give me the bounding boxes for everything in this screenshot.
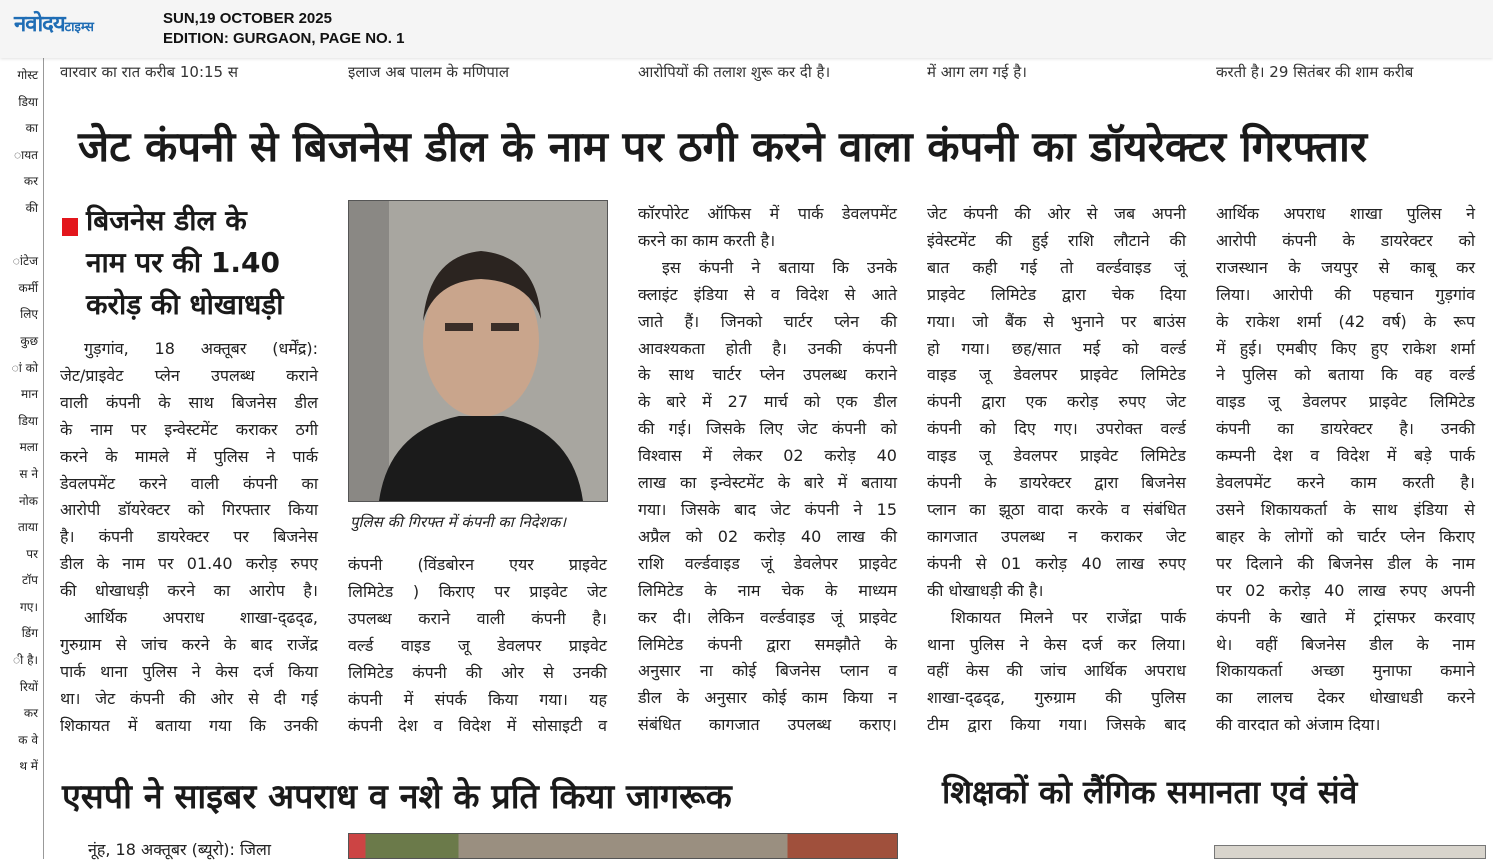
text-line: शिकायत मिलने पर राजेंद्रा पार्क	[951, 607, 1186, 627]
text-line: गुरुग्राम से जांच करने के बाद राजेंद्र	[60, 634, 318, 654]
text-line: वाइड जू डेवलपर प्राइवेट लिमिटेड	[927, 446, 1186, 466]
text-line: लिमिटेड ) किराए पर प्राइवेट जेट	[348, 581, 607, 601]
text-line: कंपनी के खाते में ट्रांसफर करवाए	[1216, 607, 1475, 627]
text-line: डेवलपमेंट करने वाली कंपनी का	[60, 473, 318, 493]
top-strip-text: में आग लग गई है।	[927, 63, 1027, 81]
logo-sub: टाइम्स	[64, 20, 94, 35]
text-line: डेवलपमेंट करने काम करती है।	[1216, 473, 1475, 493]
edge-text-line: कुछ	[20, 333, 38, 348]
edition-name: EDITION: GURGAON, PAGE NO. 1	[163, 30, 405, 47]
accused-photo[interactable]	[348, 200, 608, 502]
text-line: संबंधित कागजात उपलब्ध कराए।	[638, 715, 897, 735]
photo-caption: पुलिस की गिरफ्त में कंपनी का निदेशक।	[350, 513, 567, 531]
edge-text-line: पर	[26, 546, 38, 561]
text-line: कंपनी में संपर्क किया गया। यह	[348, 689, 607, 709]
text-line: लिमिटेड कंपनी द्वारा समझौते के	[638, 634, 897, 654]
sub-headline-line: करोड़ की धोखाधड़ी	[86, 288, 284, 321]
text-line: वाइड जू डेवलपर प्राइवेट लिमिटेड	[927, 365, 1186, 385]
edge-text-line: ताया	[17, 520, 38, 535]
edge-text-line: मला	[19, 440, 38, 455]
text-line: है। कंपनी डायरेक्टर पर बिजनेस	[60, 527, 318, 547]
text-line: लिमिटेड कंपनी की ओर से उनकी	[348, 662, 607, 682]
text-line: के राकेश शर्मा (42 वर्ष) के रूप	[1216, 311, 1475, 331]
text-line: कंपनी का डायरेक्टर है। उनकी	[1216, 419, 1475, 439]
column-divider	[43, 58, 44, 859]
edge-text-line: थ में	[19, 759, 38, 774]
text-line: के नाम पर इन्वेस्टमेंट कराकर ठगी	[60, 419, 318, 439]
text-line: प्लान का झूठा वादा करके व संबंधित	[927, 499, 1186, 519]
edge-text-line: डिया	[18, 413, 38, 428]
text-line: डील के अनुसार कोई काम किया न	[638, 688, 897, 708]
text-line: के बारे में 27 मार्च को एक डील	[638, 392, 897, 412]
text-line: उपलब्ध कराने वाली कंपनी है।	[348, 608, 607, 628]
text-line: कंपनी देश व विदेश में सोसाइटी व	[348, 716, 607, 736]
text-line: राजस्थान के जयपुर से काबू कर	[1216, 257, 1475, 277]
text-line: कम्पनी देश व विदेश में बड़े पार्क	[1216, 446, 1475, 466]
text-line: वाइड जू डेवलपर प्राइवेट लिमिटेड	[1216, 392, 1475, 412]
text-line: लिमिटेड के नाम चेक के माध्यम	[638, 580, 897, 600]
edge-text-line: ी है।	[13, 653, 38, 668]
edge-text-line: लिए	[20, 307, 38, 322]
edge-text-line: ां को	[11, 360, 38, 375]
text-line: वाली कंपनी के साथ बिजनेस डील	[60, 392, 318, 412]
text-line: कॉरपोरेट ऑफिस में पार्क डेवलपमेंट	[638, 204, 897, 223]
text-line: इंवेस्टमेंट की हुई राशि लौटाने की	[927, 230, 1186, 250]
text-line: की धोखाधड़ी की है।	[927, 580, 1044, 600]
edge-text-line: ायत	[13, 147, 38, 162]
text-line: गया। जिसके बाद जेट कंपनी ने 15	[638, 499, 897, 519]
text-line: डील के नाम पर 01.40 करोड़ रुपए	[60, 554, 318, 574]
epaper-header	[0, 0, 1493, 58]
person-portrait-icon	[349, 201, 607, 501]
edge-text-line: रियों	[19, 679, 38, 694]
edge-text-line: मान	[21, 387, 38, 402]
edge-text-line: क वे	[18, 732, 38, 747]
text-line: वर्ल्ड वाइड जू डेवलपर प्राइवेट	[348, 635, 607, 655]
edge-text-line: का	[25, 121, 38, 136]
text-line: थाना पुलिस ने केस दर्ज कर लिया।	[927, 634, 1186, 654]
edge-text-line: डिया	[18, 94, 38, 109]
article-column-3	[638, 201, 897, 739]
text-line: शाखा-द्ढद्ढ, गुरुग्राम की पुलिस	[927, 688, 1186, 708]
text-line: कंपनी (विंडबोरन एयर प्राइवेट	[348, 555, 607, 574]
edge-text-line: गए।	[20, 599, 38, 614]
text-line: पर दिलाने की बिजनेस डील के नाम	[1216, 553, 1475, 573]
text-line: की वारदात को अंजाम दिया।	[1216, 715, 1381, 735]
text-line: बाहर के लोगों को चार्टर प्लेन किराए	[1216, 526, 1475, 546]
text-line: राशि वर्ल्डवाइड जूं डेवलेपर प्राइवेट	[638, 553, 897, 573]
story3-photo[interactable]	[1214, 845, 1486, 859]
text-line: बात कही गई तो वर्ल्डवाइड जूं	[927, 257, 1186, 277]
sub-headline-line: बिजनेस डील के	[86, 204, 247, 237]
text-line: जेट/प्राइवेट प्लेन उपलब्ध कराने	[60, 365, 318, 385]
text-line: जेट कंपनी की ओर से जब अपनी	[927, 204, 1186, 223]
text-line: में हुई। एमबीए किए हुए राकेश शर्मा	[1216, 338, 1475, 358]
article-column-5	[1216, 201, 1475, 739]
newspaper-logo[interactable]	[14, 8, 94, 38]
text-line: आवश्यकता होती है। उनकी कंपनी	[638, 338, 897, 358]
text-line: क्लाइंट इंडिया से व विदेश से आते	[638, 284, 897, 304]
edge-text-line: कर्मी	[18, 280, 38, 295]
edition-info	[163, 9, 404, 49]
text-line: आरोपी डॉयरेक्टर को गिरफ्तार किया	[60, 500, 318, 520]
text-line: कंपनी को दिए गए। उपरोक्त वर्ल्ड	[927, 419, 1186, 439]
text-line: गया। जो बैंक से भुनाने पर बाउंस	[927, 311, 1186, 331]
edge-text-line	[0, 222, 38, 249]
text-line: के साथ चार्टर प्लेन उपलब्ध कराने	[638, 365, 897, 385]
edge-text-line: डिंग	[21, 626, 38, 641]
text-line: आर्थिक अपराध शाखा-द्ढद्ढ,	[84, 608, 318, 628]
text-line: करने का काम करती है।	[638, 230, 776, 250]
text-line: प्राइवेट लिमिटेड द्वारा चेक दिया	[927, 284, 1186, 304]
edition-date: SUN,19 OCTOBER 2025	[163, 10, 332, 27]
text-line: वहीं केस की जांच आर्थिक अपराध	[927, 661, 1186, 681]
story2-dateline: नूंह, 18 अक्तूबर (ब्यूरो): जिला	[88, 840, 271, 859]
text-line: आरोपी कंपनी के डायरेक्टर को	[1216, 230, 1475, 250]
text-line: विश्वास में लेकर 02 करोड़ 40	[638, 446, 897, 466]
top-strip-text: इलाज अब पालम के मणिपाल	[348, 63, 509, 81]
text-line: लाख का इन्वेस्टमेंट के बारे में बताया	[638, 473, 897, 493]
article-column-1	[60, 336, 318, 740]
text-line: शिकायकर्ता अच्छा मुनाफा कमाने	[1216, 661, 1475, 681]
edge-text-line: गोस्ट	[17, 68, 38, 82]
text-line: करने के मामले में पुलिस ने पार्क	[60, 446, 318, 466]
text-line: इस कंपनी ने बताया कि उनके	[662, 257, 897, 277]
top-strip-text: वारवार का रात करीब 10:15 स	[60, 63, 239, 81]
logo-main: नवोदय	[14, 12, 65, 37]
text-line: की धोखाधड़ी करने का आरोप है।	[60, 581, 318, 601]
article-column-4	[927, 201, 1186, 739]
text-line: लिया। आरोपी की पहचान गुड़गांव	[1216, 284, 1475, 304]
story2-headline: एसपी ने साइबर अपराध व नशे के प्रति किया जागरूक	[62, 777, 732, 817]
text-line: की गई। जिसके लिए जेट कंपनी को	[638, 419, 897, 439]
story2-photo[interactable]	[348, 833, 898, 859]
story3-headline: शिक्षकों को लैंगिक समानता एवं संवे	[942, 773, 1358, 811]
top-strip-text: करती है। 29 सितंबर की शाम करीब	[1216, 63, 1414, 81]
text-line: अनुसार ना कोई बिजनेस प्लान व	[638, 661, 897, 681]
text-line: कंपनी से 01 करोड़ 40 लाख रुपए	[927, 553, 1186, 573]
adjacent-article-edge	[0, 62, 38, 780]
text-line: कंपनी के डायरेक्टर द्वारा बिजनेस	[927, 473, 1186, 493]
sub-headline	[86, 200, 326, 326]
text-line: टीम द्वारा किया गया। जिसके बाद	[927, 715, 1186, 735]
text-line: कागजात उपलब्ध न कराकर जेट	[927, 526, 1186, 546]
text-line: कंपनी द्वारा एक करोड़ रुपए जेट	[927, 392, 1186, 412]
edge-text-line: स ने	[19, 466, 38, 481]
text-line: का लालच देकर धोखाधडी करने	[1216, 688, 1475, 708]
bullet-marker	[62, 218, 78, 236]
text-line: ने पुलिस को बताया कि वह वर्ल्ड	[1216, 365, 1475, 385]
text-line: कर दी। लेकिन वर्ल्डवाइड जूं प्राइवेट	[638, 607, 897, 627]
text-line: था। जेट कंपनी की ओर से दी गई	[60, 688, 318, 708]
text-line: गुड़गांव, 18 अक्तूबर (धर्मेंद्र):	[84, 339, 318, 358]
edge-text-line: नोक	[19, 493, 38, 508]
text-line: अप्रैल को 02 करोड़ 40 लाख की	[638, 526, 897, 546]
top-strip-text: आरोपियों की तलाश शुरू कर दी है।	[638, 63, 831, 81]
article-column-2	[348, 552, 607, 740]
text-line: उसने शिकायकर्ता के साथ इंडिया से	[1216, 499, 1475, 519]
sub-headline-line: नाम पर की 1.40	[86, 246, 280, 279]
text-line: थे। वहीं बिजनेस डील के नाम	[1216, 634, 1475, 654]
text-line: आर्थिक अपराध शाखा पुलिस ने	[1216, 204, 1475, 223]
text-line: पर 02 करोड़ 40 लाख रुपए अपनी	[1216, 580, 1475, 600]
edge-text-line: कर	[23, 706, 38, 721]
text-line: हो गया। छह/सात मई को वर्ल्ड	[927, 338, 1186, 358]
edge-text-line: टॉप	[22, 573, 38, 588]
text-line: जाते हैं। जिनको चार्टर प्लेन की	[638, 311, 897, 331]
edge-text-line: ांटेज	[12, 254, 38, 269]
edge-text-line: कर	[23, 174, 38, 189]
edge-text-line: की	[25, 200, 38, 215]
main-headline: जेट कंपनी से बिजनेस डील के नाम पर ठगी करने वाला कंपनी का डॉयरेक्टर गिरफ्तार	[78, 122, 1368, 171]
text-line: शिकायत में बताया गया कि उनकी	[60, 715, 318, 735]
text-line: पार्क थाना पुलिस ने केस दर्ज किया	[60, 661, 318, 681]
